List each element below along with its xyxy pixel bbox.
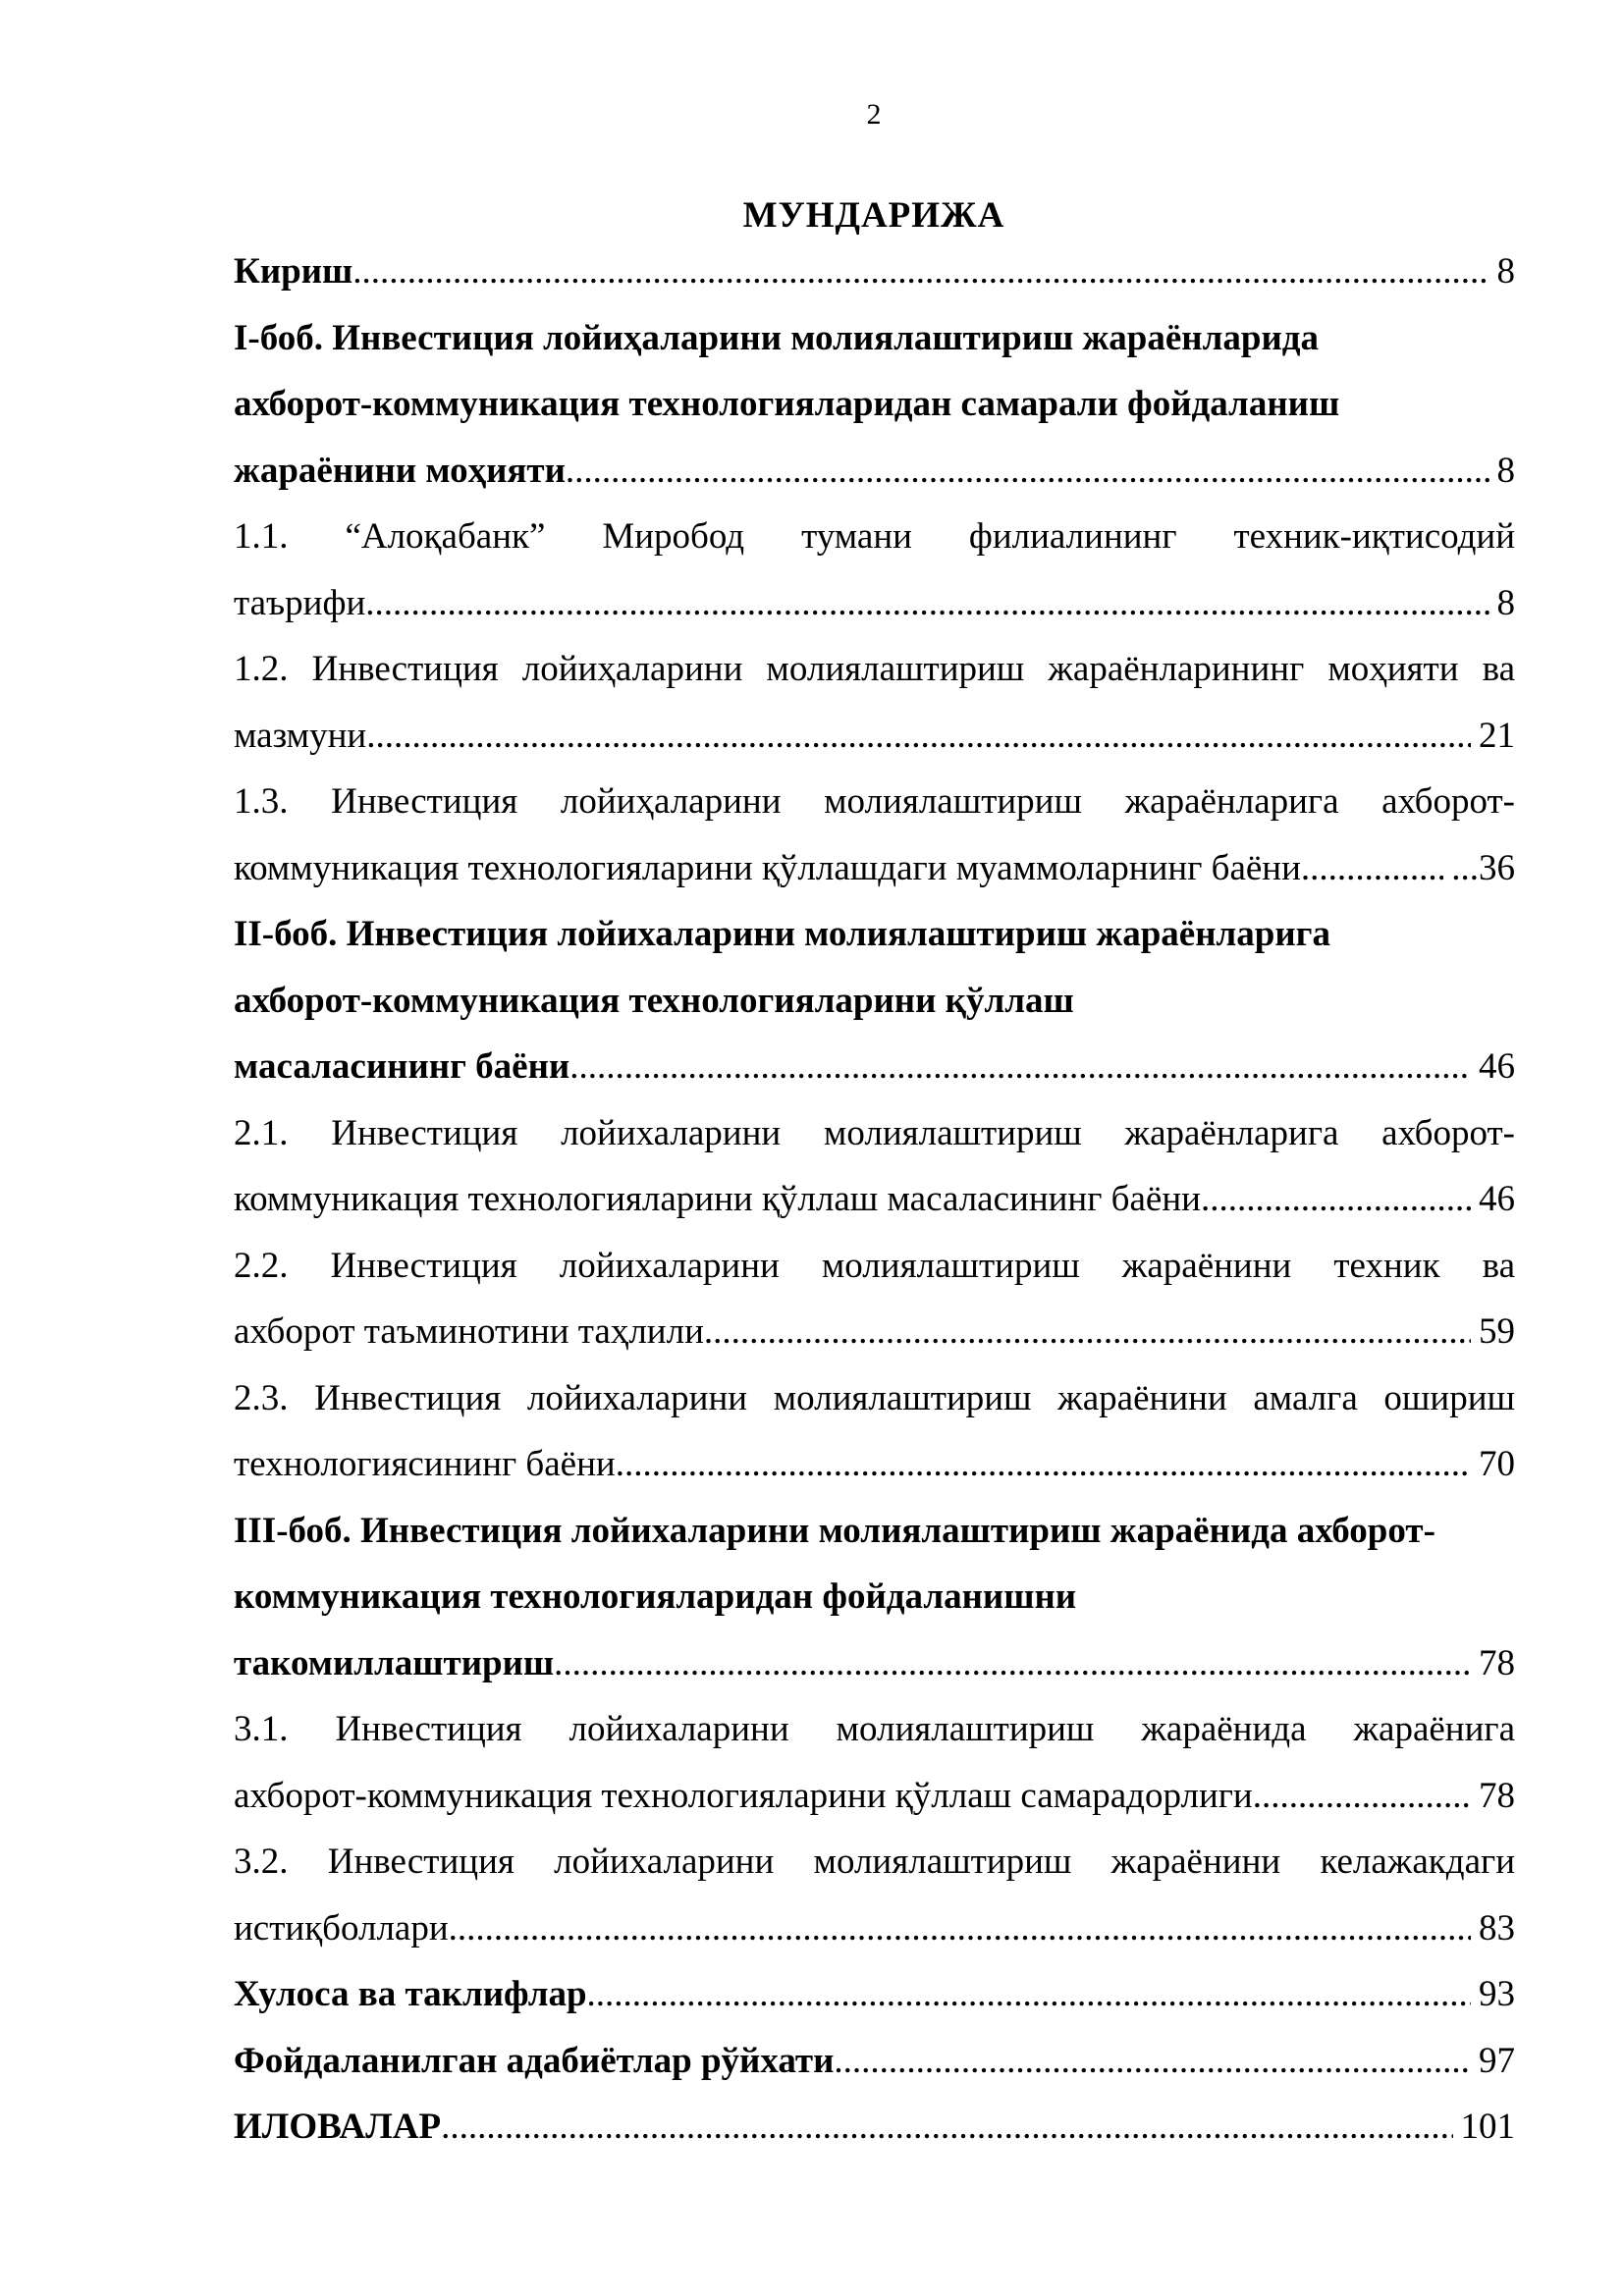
toc-dot-leader [566, 438, 1489, 505]
toc-entry[interactable] [234, 1100, 1515, 1233]
toc-entry[interactable] [234, 1829, 1515, 1961]
toc-entry-line: 3.1. Инвестиция лойихаларини молиялаштириш жараёнида жараёнига [234, 1709, 1515, 1749]
toc-entry-last-line [234, 1630, 1515, 1697]
toc-page-number: 97 [1479, 2040, 1515, 2081]
toc-entry-line: III-боб. Инвестиция лойихаларини молиялаштириш жараёнида ахборот- [234, 1510, 1435, 1551]
page-title: МУНДАРИЖА [742, 195, 1005, 236]
toc-page-number: 59 [1479, 1311, 1515, 1352]
toc-entry-line: 1.1. “Алоқабанк” Миробод тумани филиалининг техник-иқтисодий [234, 516, 1515, 557]
toc-entry-line: II-боб. Инвестиция лойихаларини молиялаштириш жараёнларига [234, 914, 1330, 954]
toc-entry[interactable] [234, 1365, 1515, 1498]
toc-entry-last-line [234, 835, 1515, 902]
toc-page-number: 78 [1479, 1642, 1515, 1683]
toc-entry-title: технологиясининг баёни [234, 1444, 616, 1484]
toc-dot-leader [352, 239, 1489, 305]
toc-entry-title: истиқболлари [234, 1907, 449, 1949]
page-number: 2 [866, 98, 882, 131]
toc-page-number: 83 [1479, 1907, 1515, 1949]
toc-entry-last-line [234, 1299, 1515, 1365]
toc-entry[interactable] [234, 1696, 1515, 1829]
toc-page-number: 46 [1479, 1046, 1515, 1087]
toc-entry-line: ахборот-коммуникация технологияларини қўллаш [234, 980, 1074, 1021]
toc-entry-title: ИЛОВАЛАР [234, 2107, 442, 2147]
toc-entry-line: 2.3. Инвестиция лойихаларини молиялаштириш жараёнини амалга ошириш [234, 1377, 1515, 1418]
toc-entry-last-line [234, 703, 1515, 770]
toc-entry[interactable] [234, 239, 1515, 305]
toc-page-number: 78 [1479, 1775, 1515, 1816]
toc-dot-leader [587, 1961, 1471, 2028]
toc-dot-leader [616, 1431, 1471, 1498]
toc-entry-last-line [234, 1896, 1515, 1962]
table-of-contents [234, 239, 1515, 2161]
toc-page-number: ...36 [1451, 847, 1515, 888]
toc-entry[interactable] [234, 2028, 1515, 2095]
toc-entry-last-line [234, 1961, 1515, 2028]
toc-entry[interactable] [234, 1233, 1515, 1365]
toc-page-number: 8 [1496, 582, 1515, 623]
toc-entry-title: такомиллаштириш [234, 1642, 555, 1683]
toc-entry-last-line [234, 2028, 1515, 2095]
toc-entry-line: 2.1. Инвестиция лойихаларини молиялаштириш жараёнларига ахборот- [234, 1112, 1515, 1153]
toc-page-number: 93 [1479, 1974, 1515, 2014]
toc-entry-title: ахборот таъминотини таҳлили [234, 1311, 704, 1352]
toc-entry[interactable] [234, 1498, 1515, 1697]
toc-entry[interactable] [234, 504, 1515, 636]
toc-dot-leader [1253, 1763, 1471, 1830]
toc-entry-line: 1.3. Инвестиция лойиҳаларини молиялаштириш жараёнларига ахборот- [234, 781, 1515, 822]
toc-entry-last-line [234, 1034, 1515, 1100]
toc-dot-leader [569, 1034, 1471, 1100]
toc-page-number: 8 [1496, 450, 1515, 491]
toc-entry-title: ахборот-коммуникация технологияларини қўллаш самарадорлиги [234, 1775, 1253, 1816]
toc-entry[interactable] [234, 769, 1515, 901]
toc-page-number: 8 [1496, 251, 1515, 292]
toc-dot-leader [441, 2094, 1452, 2161]
toc-dot-leader [834, 2028, 1471, 2095]
toc-dot-leader [1301, 835, 1443, 902]
toc-entry-line: коммуникация технологияларидан фойдаланишни [234, 1576, 1077, 1617]
toc-dot-leader [704, 1299, 1471, 1365]
toc-entry-last-line [234, 2094, 1515, 2161]
toc-dot-leader [365, 570, 1489, 637]
toc-entry[interactable] [234, 1961, 1515, 2028]
toc-entry-line: ахборот-коммуникация технологияларидан самарали фойдаланиш [234, 384, 1340, 424]
toc-entry-title: масаласининг баёни [234, 1046, 570, 1087]
toc-dot-leader [554, 1630, 1471, 1697]
toc-entry-last-line [234, 1763, 1515, 1830]
toc-entry-title: жараёнини моҳияти [234, 450, 566, 491]
toc-entry[interactable] [234, 2094, 1515, 2161]
toc-entry-title: коммуникация технологияларини қўллашдаги муаммоларнинг баёни [234, 847, 1301, 888]
toc-entry-title: таърифи [234, 582, 366, 623]
toc-page-number: 21 [1479, 715, 1515, 756]
toc-page-number: 46 [1479, 1179, 1515, 1219]
toc-dot-leader [1201, 1166, 1471, 1233]
toc-entry[interactable] [234, 636, 1515, 769]
toc-entry[interactable] [234, 901, 1515, 1100]
toc-entry-last-line [234, 1431, 1515, 1498]
toc-entry-title: Фойдаланилган адабиётлар рўйхати [234, 2040, 835, 2081]
toc-entry-title: Кириш [234, 251, 353, 292]
toc-entry-line: 2.2. Инвестиция лойихаларини молиялаштириш жараёнини техник ва [234, 1245, 1515, 1286]
toc-entry[interactable] [234, 305, 1515, 505]
toc-page-number: 70 [1479, 1444, 1515, 1484]
toc-entry-last-line [234, 239, 1515, 305]
toc-entry-title: Хулоса ва таклифлар [234, 1974, 587, 2014]
toc-entry-title: мазмуни [234, 715, 367, 756]
toc-dot-leader [449, 1896, 1471, 1962]
toc-entry-line: 1.2. Инвестиция лойиҳаларини молиялаштириш жараёнларининг моҳияти ва [234, 649, 1515, 689]
toc-entry-line: I-боб. Инвестиция лойиҳаларини молиялаштириш жараёнларида [234, 317, 1319, 358]
toc-entry-last-line [234, 1166, 1515, 1233]
toc-entry-last-line [234, 570, 1515, 637]
toc-page-number: 101 [1460, 2107, 1515, 2147]
toc-entry-title: коммуникация технологияларини қўллаш масаласининг баёни [234, 1179, 1201, 1219]
toc-dot-leader [366, 703, 1471, 770]
toc-entry-line: 3.2. Инвестиция лойихаларини молиялаштириш жараёнини келажакдаги [234, 1842, 1515, 1882]
toc-entry-last-line [234, 438, 1515, 505]
